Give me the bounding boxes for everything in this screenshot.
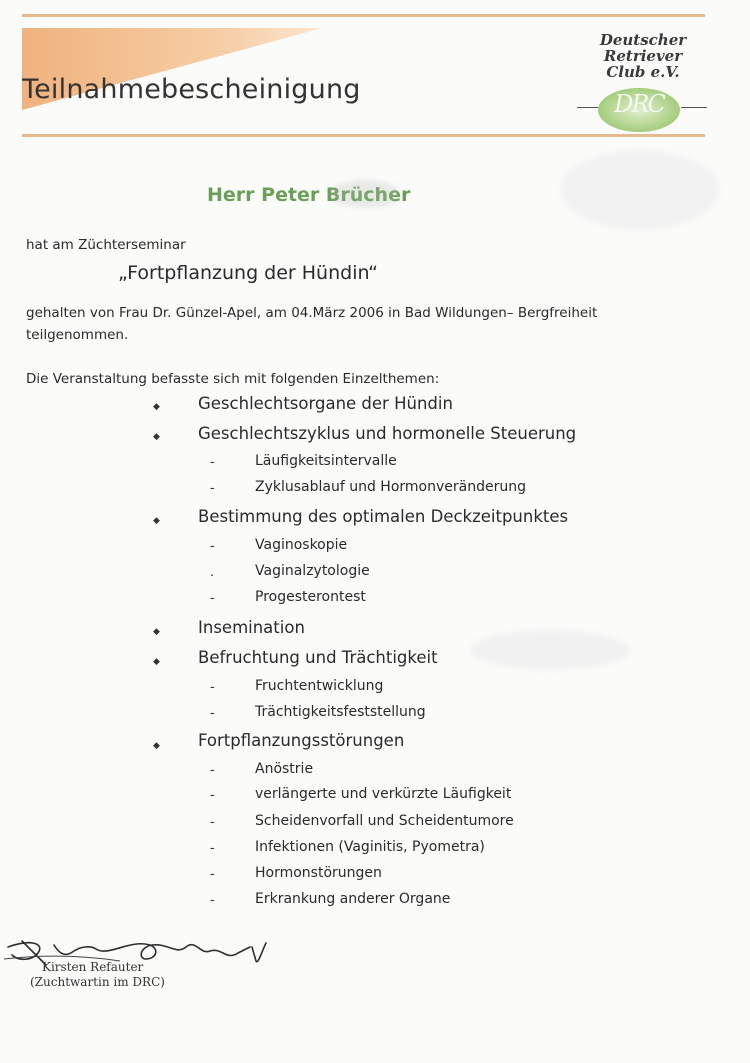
subtopic-item: Erkrankung anderer Organe (255, 891, 451, 907)
recipient-name: Herr Peter Brücher (207, 184, 411, 206)
topic-item: Geschlechtsorgane der Hündin (198, 394, 453, 413)
bullet-icon: ◆ (153, 432, 160, 442)
dash-icon: . (210, 565, 215, 580)
logo-line-2: Retriever (603, 47, 683, 65)
logo-rule-right (681, 107, 707, 108)
topic-item: Befruchtung und Trächtigkeit (198, 648, 438, 667)
bullet-icon: ◆ (153, 516, 160, 526)
logo-line-3: Club e.V. (606, 63, 680, 81)
dash-icon: - (210, 893, 215, 908)
subtopic-item: Vaginalzytologie (255, 563, 370, 579)
logo-mark: DRC (614, 90, 664, 118)
subtopic-item: Infektionen (Vaginitis, Pyometra) (255, 839, 485, 855)
scan-smudge (470, 630, 630, 670)
bullet-icon: ◆ (153, 402, 160, 412)
logo-line-1: Deutscher (599, 31, 687, 49)
subtopic-item: Zyklusablauf und Hormonveränderung (255, 479, 526, 495)
page-title: Teilnahmebescheinigung (22, 74, 361, 105)
dash-icon: - (210, 815, 215, 830)
dash-icon: - (210, 706, 215, 721)
subtopic-item: Scheidenvorfall und Scheidentumore (255, 813, 514, 829)
subtopic-item: Trächtigkeitsfeststellung (255, 704, 426, 720)
bullet-icon: ◆ (153, 741, 160, 751)
club-logo-text (588, 32, 698, 80)
dash-icon: - (210, 867, 215, 882)
bullet-icon: ◆ (153, 627, 160, 637)
scan-smudge (560, 150, 720, 230)
subtopic-item: Progesterontest (255, 589, 366, 605)
topics-intro: Die Veranstaltung befasste sich mit folgenden Einzelthemen: (26, 371, 440, 387)
topic-item: Fortpflanzungsstörungen (198, 731, 405, 750)
dash-icon: - (210, 539, 215, 554)
dash-icon: - (210, 788, 215, 803)
dash-icon: - (210, 763, 215, 778)
seminar-title: „Fortpflanzung der Hündin“ (118, 262, 378, 284)
header-bottom-rule (22, 134, 705, 137)
topic-item: Bestimmung des optimalen Deckzeitpunktes (198, 507, 569, 526)
subtopic-item: Fruchtentwicklung (255, 678, 384, 694)
dash-icon: - (210, 841, 215, 856)
subtopic-item: Vaginoskopie (255, 537, 348, 553)
subtopic-item: Hormonstörungen (255, 865, 382, 881)
held-line-2: teilgenommen. (26, 327, 129, 343)
topic-item: Geschlechtszyklus und hormonelle Steuerung (198, 424, 577, 443)
dash-icon: - (210, 591, 215, 606)
signatory-name: Kirsten Refauter (42, 960, 144, 974)
header-top-rule (22, 14, 705, 17)
bullet-icon: ◆ (153, 657, 160, 667)
logo-rule-left (577, 107, 599, 108)
dash-icon: - (210, 455, 215, 470)
held-line-1: gehalten von Frau Dr. Günzel-Apel, am 04.März 2006 in Bad Wildungen– Bergfreiheit (26, 305, 598, 321)
dash-icon: - (210, 680, 215, 695)
topic-item: Insemination (198, 618, 305, 637)
dash-icon: - (210, 481, 215, 496)
subtopic-item: Läufigkeitsintervalle (255, 453, 397, 469)
intro-text: hat am Züchterseminar (26, 237, 186, 253)
subtopic-item: Anöstrie (255, 761, 314, 777)
scan-smudge (330, 180, 400, 208)
subtopic-item: verlängerte und verkürzte Läufigkeit (255, 786, 512, 802)
signatory-role: (Zuchtwartin im DRC) (30, 975, 165, 989)
